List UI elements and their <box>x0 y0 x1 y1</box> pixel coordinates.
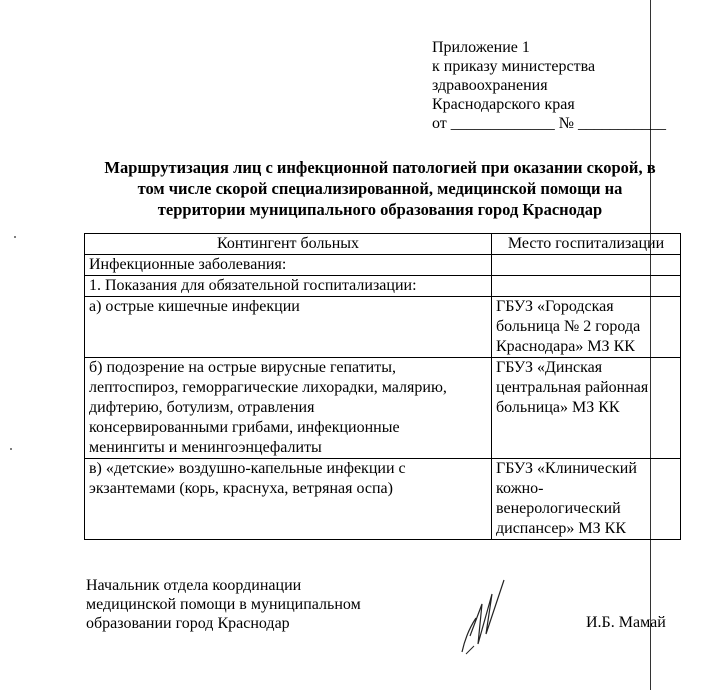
cell-line: а) острые кишечные инфекции <box>89 298 300 315</box>
position-line: медицинской помощи в муниципальном <box>86 596 361 613</box>
place-cell <box>492 297 681 358</box>
appendix-block <box>432 38 666 133</box>
header-contingent: Контингент больных <box>85 234 492 255</box>
cell-line: ГБУЗ «Городская <box>496 298 614 315</box>
table-header-row <box>85 234 681 255</box>
section-title: Инфекционные заболевания: <box>85 255 492 276</box>
appendix-line: здравоохранения <box>432 77 548 94</box>
cell-line: консервированными грибами, инфекционные <box>89 419 400 436</box>
cell-line: ГБУЗ «Динская <box>496 359 603 376</box>
empty-cell <box>492 255 681 276</box>
appendix-line: к приказу министерства <box>432 58 596 75</box>
table-subsection-row <box>85 276 681 297</box>
appendix-date-number-line: от _____________ № ___________ <box>432 115 667 132</box>
cell-line: центральная районная <box>496 379 649 396</box>
scan-speck <box>14 236 16 238</box>
contingent-cell <box>85 358 492 459</box>
cell-line: венерологический <box>496 500 621 517</box>
appendix-line: Краснодарского края <box>432 96 575 113</box>
header-hospitalization-place: Место госпитализации <box>492 234 681 255</box>
subsection-title: 1. Показания для обязательной госпитализации: <box>85 276 492 297</box>
cell-line: диспансер» МЗ КК <box>496 520 627 537</box>
title-line: том числе скорой специализированной, медицинской помощи на <box>137 179 623 198</box>
cell-line: лептоспироз, геморрагические лихорадки, малярию, <box>89 379 447 396</box>
cell-line: ГБУЗ «Клинический <box>496 460 637 477</box>
cell-line: в) «детские» воздушно-капельные инфекции с <box>89 460 406 477</box>
cell-line: менингиты и менингоэнцефалиты <box>89 439 322 456</box>
title-line: Маршрутизация лиц с инфекционной патологией при оказании скорой, в <box>104 158 656 177</box>
cell-line: больница» МЗ КК <box>496 399 620 416</box>
table-row <box>85 297 681 358</box>
cell-line: кожно- <box>496 480 544 497</box>
table-section-row <box>85 255 681 276</box>
cell-line: б) подозрение на острые вирусные гепатиты, <box>89 359 396 376</box>
cell-line: Краснодара» МЗ КК <box>496 338 635 355</box>
routing-table <box>84 233 681 540</box>
handwritten-signature <box>452 574 532 664</box>
empty-cell <box>492 276 681 297</box>
appendix-line: Приложение 1 <box>432 39 530 56</box>
table-row <box>85 459 681 540</box>
cell-line: экзантемами (корь, краснуха, ветряная оспа) <box>89 480 393 497</box>
title-line: территории муниципального образования город Краснодар <box>157 200 603 219</box>
position-line: образовании город Краснодар <box>86 615 290 632</box>
scan-speck <box>10 448 12 450</box>
signer-name: И.Б. Мамай <box>586 614 666 631</box>
contingent-cell <box>85 459 492 540</box>
place-cell <box>492 459 681 540</box>
signer-position <box>86 576 361 633</box>
cell-line: больница № 2 города <box>496 318 641 335</box>
document-title <box>80 157 680 220</box>
cell-line: дифтерию, ботулизм, отравления <box>89 399 315 416</box>
table-row <box>85 358 681 459</box>
position-line: Начальник отдела координации <box>86 577 302 594</box>
contingent-cell <box>85 297 492 358</box>
place-cell <box>492 358 681 459</box>
